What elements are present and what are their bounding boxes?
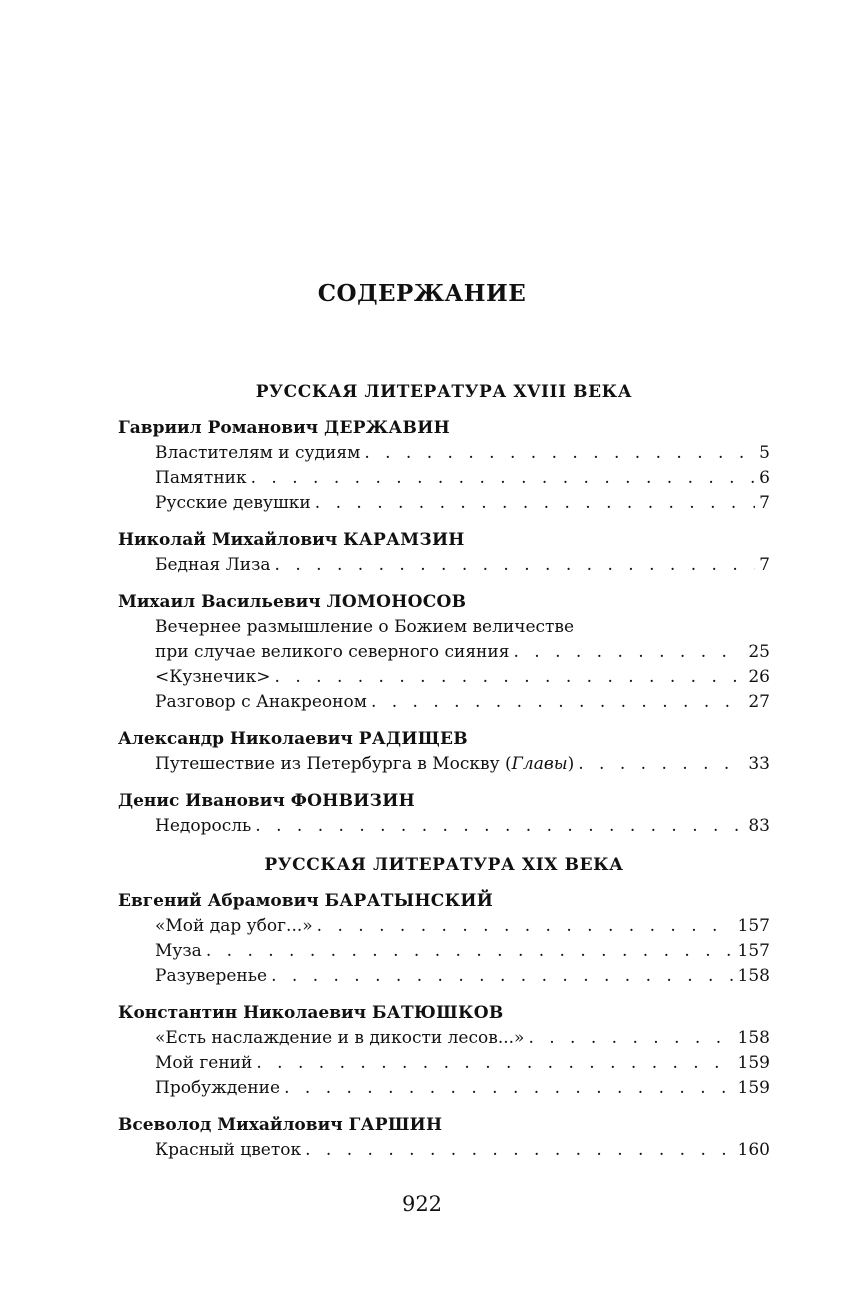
author-name xyxy=(118,789,770,814)
work-title-text: Властителям и судиям xyxy=(155,443,361,463)
author-name xyxy=(118,590,770,615)
page-ref: 83 xyxy=(748,816,770,836)
work-title xyxy=(155,690,367,715)
leader-dots xyxy=(275,665,745,690)
toc-entry xyxy=(118,914,770,939)
page-ref: 158 xyxy=(737,1028,770,1048)
author-first-name: Александр Николаевич xyxy=(118,729,353,749)
work-title xyxy=(155,939,202,964)
toc-entry xyxy=(118,665,770,690)
work-title xyxy=(155,441,360,466)
toc-entry xyxy=(118,690,770,715)
toc-entry xyxy=(118,640,770,665)
work-title-text: Красный цветок xyxy=(155,1140,302,1160)
toc-entry xyxy=(118,466,770,491)
toc-entry xyxy=(118,1138,770,1163)
author-name xyxy=(118,416,770,441)
author-group xyxy=(118,889,770,989)
author-name xyxy=(118,528,770,553)
author-group xyxy=(118,1001,770,1101)
work-title-text: <Кузнечик> xyxy=(155,667,271,687)
page-title: СОДЕРЖАНИЕ xyxy=(317,280,527,307)
work-title-text: «Есть наслаждение и в дикости лесов...» xyxy=(155,1028,525,1048)
work-title-text: при случае великого северного сияния xyxy=(155,642,510,662)
toc-entry xyxy=(118,814,770,839)
work-title xyxy=(155,814,251,839)
page-ref: 33 xyxy=(748,754,770,774)
leader-dots xyxy=(256,1051,733,1076)
author-last-name: ДЕРЖАВИН xyxy=(324,418,450,438)
toc-entry xyxy=(118,1076,770,1101)
toc-entry xyxy=(118,964,770,989)
leader-dots xyxy=(528,1026,733,1051)
page-ref: 26 xyxy=(748,667,770,687)
leader-dots xyxy=(305,1138,733,1163)
work-title xyxy=(155,665,271,690)
work-title xyxy=(155,1051,252,1076)
author-first-name: Всеволод Михайлович xyxy=(118,1115,343,1135)
author-last-name: РАДИЩЕВ xyxy=(358,729,468,749)
author-last-name: ЛОМОНОСОВ xyxy=(326,592,467,612)
page-ref: 6 xyxy=(759,468,770,488)
leader-dots xyxy=(206,939,734,964)
page-ref: 159 xyxy=(737,1053,770,1073)
author-last-name: БАТЮШКОВ xyxy=(371,1003,504,1023)
author-group xyxy=(118,528,770,578)
leader-dots xyxy=(317,914,734,939)
page-ref: 158 xyxy=(737,966,770,986)
page-ref: 7 xyxy=(759,493,770,513)
toc-entry xyxy=(118,491,770,516)
toc-entry xyxy=(118,441,770,466)
toc-entry xyxy=(118,752,770,777)
toc-entry xyxy=(118,1051,770,1076)
author-group xyxy=(118,590,770,715)
leader-dots xyxy=(315,491,755,516)
work-title-after: ) xyxy=(567,754,575,774)
work-title-text: Разговор с Анакреоном xyxy=(155,692,367,712)
page-ref: 159 xyxy=(737,1078,770,1098)
author-first-name: Денис Иванович xyxy=(118,791,285,811)
work-title-text: Муза xyxy=(155,941,202,961)
page-ref: 25 xyxy=(748,642,770,662)
section-heading: РУССКАЯ ЛИТЕРАТУРА XIX ВЕКА xyxy=(264,855,624,875)
work-title-text: Памятник xyxy=(155,468,247,488)
page-number: 922 xyxy=(401,1192,443,1216)
work-title-text: Пробуждение xyxy=(155,1078,281,1098)
author-name xyxy=(118,889,770,914)
author-group xyxy=(118,789,770,839)
page-ref: 160 xyxy=(737,1140,770,1160)
leader-dots xyxy=(251,466,756,491)
work-title xyxy=(155,1138,301,1163)
author-first-name: Евгений Абрамович xyxy=(118,891,319,911)
work-title-line: Вечернее размышление о Божием величестве xyxy=(155,617,575,637)
author-last-name: ФОНВИЗИН xyxy=(290,791,415,811)
toc-section xyxy=(118,851,770,1163)
work-title xyxy=(155,914,313,939)
leader-dots xyxy=(255,814,744,839)
author-first-name: Константин Николаевич xyxy=(118,1003,367,1023)
page-ref: 27 xyxy=(748,692,770,712)
work-title xyxy=(155,553,271,578)
work-title-text: Недоросль xyxy=(155,816,252,836)
author-first-name: Николай Михайлович xyxy=(118,530,338,550)
work-title xyxy=(155,1076,280,1101)
leader-dots xyxy=(271,964,733,989)
page-ref: 157 xyxy=(737,941,770,961)
leader-dots xyxy=(284,1076,733,1101)
work-title xyxy=(155,1026,524,1051)
work-title-text: «Мой дар убог...» xyxy=(155,916,313,936)
work-title-text: Бедная Лиза xyxy=(155,555,271,575)
author-last-name: ГАРШИН xyxy=(348,1115,443,1135)
author-first-name: Гавриил Романович xyxy=(118,418,319,438)
work-title xyxy=(155,752,574,777)
work-title-italic: Главы xyxy=(511,754,568,774)
work-title xyxy=(155,640,509,665)
author-last-name: БАРАТЫНСКИЙ xyxy=(324,891,494,911)
author-name xyxy=(118,1001,770,1026)
author-group xyxy=(118,727,770,777)
author-name xyxy=(118,727,770,752)
author-group xyxy=(118,1113,770,1163)
leader-dots xyxy=(513,640,744,665)
section-heading: РУССКАЯ ЛИТЕРАТУРА XVIII ВЕКА xyxy=(255,382,633,402)
leader-dots xyxy=(371,690,744,715)
work-title xyxy=(155,491,311,516)
toc-entry xyxy=(118,1026,770,1051)
work-title-text: Путешествие из Петербурга в Москву ( xyxy=(155,754,512,774)
page-ref: 5 xyxy=(759,443,770,463)
author-first-name: Михаил Васильевич xyxy=(118,592,321,612)
author-group xyxy=(118,416,770,516)
page-ref: 157 xyxy=(737,916,770,936)
work-title xyxy=(155,964,267,989)
work-title xyxy=(155,466,247,491)
toc-entry xyxy=(118,553,770,578)
work-title-text: Русские девушки xyxy=(155,493,311,513)
page-ref: 7 xyxy=(759,555,770,575)
toc-entry xyxy=(118,939,770,964)
work-title-text: Разуверенье xyxy=(155,966,268,986)
work-title-text: Мой гений xyxy=(155,1053,253,1073)
toc-content xyxy=(118,378,770,1175)
author-last-name: КАРАМЗИН xyxy=(343,530,465,550)
author-name xyxy=(118,1113,770,1138)
leader-dots xyxy=(578,752,744,777)
leader-dots xyxy=(364,441,755,466)
toc-section xyxy=(118,378,770,839)
leader-dots xyxy=(275,553,756,578)
